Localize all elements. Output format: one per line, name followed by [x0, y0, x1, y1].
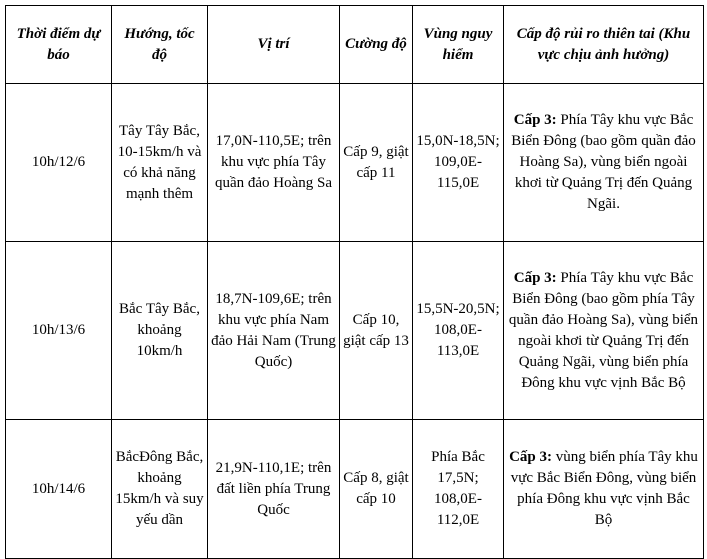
risk-level-label: Cấp 3: — [513, 269, 557, 286]
cell-position: 17,0N-110,5E; trên khu vực phía Tây quần đảo Hoàng Sa — [208, 84, 340, 242]
risk-area-text: Phía Tây khu vực Bắc Biển Đông (bao gồm phía Tây quần đảo Hoàng Sa), vùng biển ngoài khơi từ Quảng Trị đến Quảng Ngãi, vùng biển phía Đông khu vực vịnh Bắc Bộ — [508, 269, 699, 391]
header-position: Vị trí — [208, 6, 340, 84]
header-direction-speed: Hướng, tốc độ — [112, 6, 208, 84]
cell-time: 10h/12/6 — [6, 84, 112, 242]
cell-position: 21,9N-110,1E; trên đất liền phía Trung Quốc — [208, 420, 340, 559]
risk-area-text: vùng biển phía Tây khu vực Bắc Biển Đông, vùng biển phía Đông khu vực vịnh Bắc Bộ — [510, 449, 698, 528]
table-header-row — [6, 6, 704, 84]
header-intensity: Cường độ — [340, 6, 413, 84]
table-row — [6, 84, 704, 242]
cell-danger-zone: 15,5N-20,5N; 108,0E-113,0E — [413, 242, 504, 420]
cell-time: 10h/13/6 — [6, 242, 112, 420]
header-danger-zone: Vùng nguy hiểm — [413, 6, 504, 84]
risk-area-text: Phía Tây khu vực Bắc Biển Đông (bao gồm quần đảo Hoàng Sa), vùng biển ngoài khơi từ Quảng Trị đến Quảng Ngãi. — [511, 112, 696, 212]
cell-danger-zone: 15,0N-18,5N; 109,0E-115,0E — [413, 84, 504, 242]
cell-intensity: Cấp 8, giật cấp 10 — [340, 420, 413, 559]
cell-time: 10h/14/6 — [6, 420, 112, 559]
cell-risk — [504, 420, 704, 559]
risk-level-label: Cấp 3: — [513, 112, 557, 128]
cell-direction: Tây Tây Bắc, 10-15km/h và có khả năng mạnh thêm — [112, 84, 208, 242]
cell-intensity: Cấp 10, giật cấp 13 — [340, 242, 413, 420]
table-row — [6, 242, 704, 420]
table-row — [6, 420, 704, 559]
header-forecast-time: Thời điểm dự báo — [6, 6, 112, 84]
cell-direction: Bắc Tây Bắc, khoảng 10km/h — [112, 242, 208, 420]
cell-risk — [504, 84, 704, 242]
storm-forecast-table — [5, 5, 704, 559]
cell-position: 18,7N-109,6E; trên khu vực phía Nam đảo Hải Nam (Trung Quốc) — [208, 242, 340, 420]
cell-direction: BắcĐông Bắc, khoảng 15km/h và suy yếu dần — [112, 420, 208, 559]
cell-risk — [504, 242, 704, 420]
risk-level-label: Cấp 3: — [509, 449, 552, 465]
cell-intensity: Cấp 9, giật cấp 11 — [340, 84, 413, 242]
cell-danger-zone: Phía Bắc 17,5N; 108,0E-112,0E — [413, 420, 504, 559]
header-risk-level: Cấp độ rủi ro thiên tai (Khu vực chịu ảnh hưởng) — [504, 6, 704, 84]
